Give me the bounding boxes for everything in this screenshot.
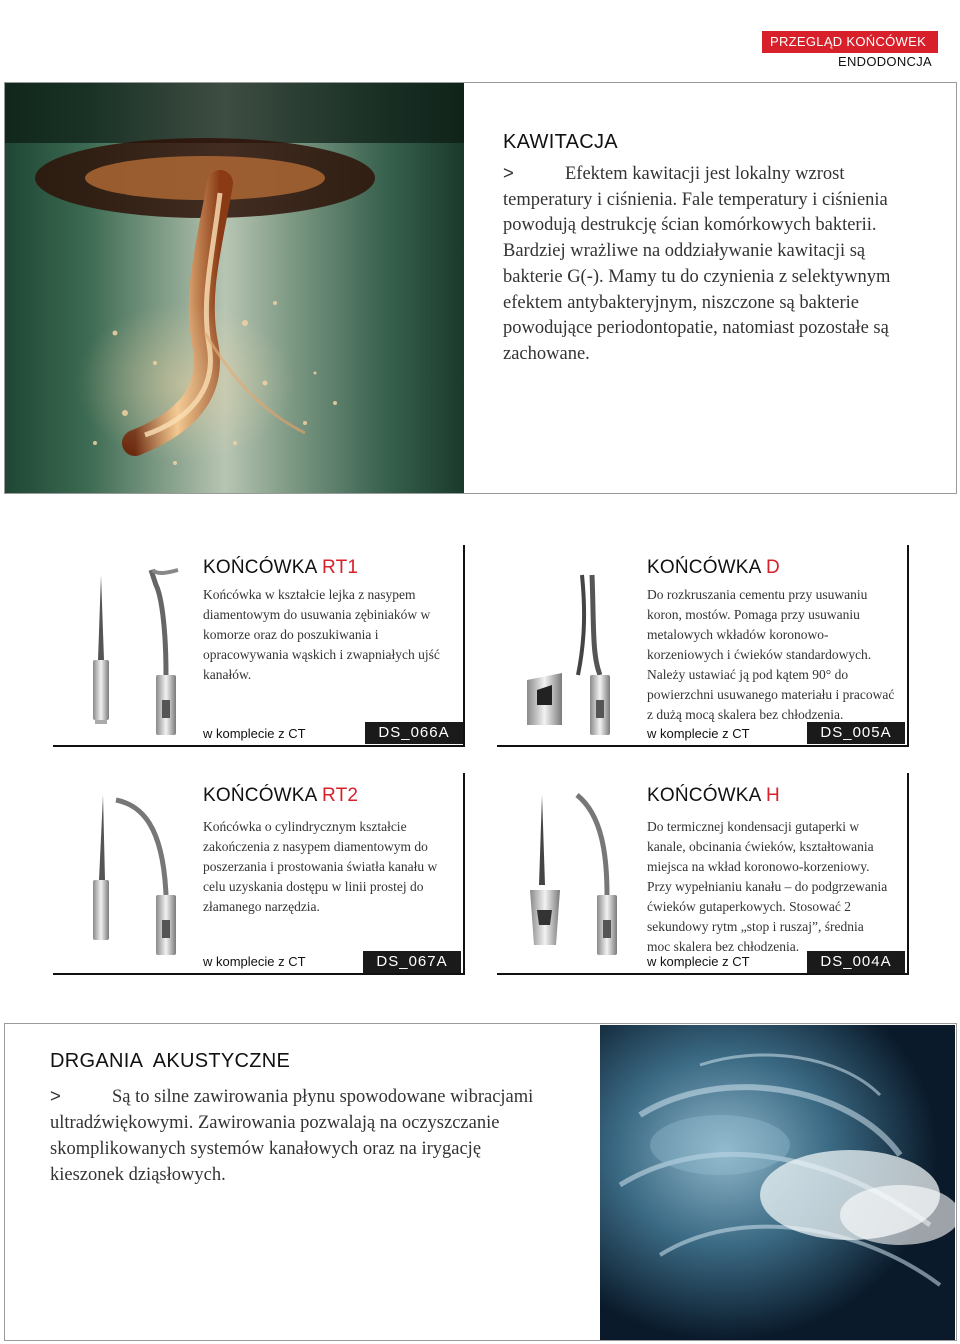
cavitation-text (503, 160, 903, 368)
tip-h-image (522, 785, 642, 965)
section-subtitle: ENDODONCJA (837, 54, 932, 69)
tip-rt2-code: DS_067A (363, 951, 461, 973)
tip-h-description: Do termicznej kondensacji gutaperki w kanale, obcinania ćwieków, kształtowania miejsca na wkład koronowo-korzeniowy. Przy wypełnianiu kanału – do podgrzewania ćwieków gutaperkowych. Stosować 2 sekundowy rytm „stop i ruszaj”, średnia moc skalera bez chłodzenia. (647, 819, 888, 954)
acoustic-text (50, 1083, 550, 1188)
tip-rt1-title: KOŃCÓWKA RT1 (203, 557, 359, 578)
section-badge: PRZEGLĄD KOŃCÓWEK (762, 31, 938, 53)
tip-h-kit: w komplecie z CT (647, 954, 750, 969)
tip-card-rt1 (53, 545, 465, 747)
tip-d-description: Do rozkruszania cementu przy usuwaniu koron, mostów. Pomaga przy usuwaniu metalowych wkładów koronowo-korzeniowych i ćwieków standardowych. Należy ustawiać ją pod kątem 90° do powierzchni usuwanego materiału i pracować z dużą mocą skalera bez chłodzenia. (647, 587, 895, 722)
tip-rt1-image (81, 565, 206, 745)
cavitation-photo (5, 83, 464, 493)
tip-d-code: DS_005A (807, 722, 905, 744)
cavitation-title: KAWITACJA (503, 131, 618, 153)
acoustic-title: DRGANIA AKUSTYCZNE (50, 1050, 291, 1072)
acoustic-body: Są to silne zawirowania płynu spowodowane wibracjami ultradźwiękowymi. Zawirowania pozwalają na oczyszczanie skomplikowanych systemów kanałowych oraz na irygację kieszonek dziąsłowych. (50, 1087, 534, 1185)
tip-rt2-title: KOŃCÓWKA RT2 (203, 785, 359, 806)
acoustic-photo (600, 1025, 955, 1340)
tip-rt2-image (81, 785, 206, 965)
tip-rt1-description: Końcówka w kształcie lejka z nasypem diamentowym do usuwania zębiniaków w komorze oraz do poszukiwania i opracowywania wąskich i zwapniałych ujść kanałów. (203, 587, 440, 682)
tip-card-h (497, 773, 909, 975)
tip-card-rt2 (53, 773, 465, 975)
tip-rt1-code: DS_066A (365, 722, 463, 744)
tip-rt2-description: Końcówka o cylindrycznym kształcie zakończenia z nasypem diamentowym do poszerzania i prostowania światła kanału w celu uzyskania dostępu w linii prostej do złamanego narzędzia. (203, 819, 438, 914)
tip-rt2-kit: w komplecie z CT (203, 954, 306, 969)
tip-d-image (522, 565, 642, 745)
arrow-icon: > (50, 1085, 61, 1106)
tip-h-code: DS_004A (807, 951, 905, 973)
tip-d-kit: w komplecie z CT (647, 726, 750, 741)
arrow-icon: > (503, 162, 514, 183)
tip-d-title: KOŃCÓWKA D (647, 557, 780, 578)
tip-h-title: KOŃCÓWKA H (647, 785, 780, 806)
cavitation-body: Efektem kawitacji jest lokalny wzrost temperatury i ciśnienia. Fale temperatury i ciśnienia powodują destrukcję ścian komórkowych bakterii. Bardziej wrażliwe na oddziaływanie kawitacji są bakterie G(-). Mamy tu do czynienia z selektywnym efektem antybakteryjnym, niszczone są bakterie powodujące periodontopatie, natomiast pozostałe są zachowane. (503, 164, 891, 364)
tip-rt1-kit: w komplecie z CT (203, 726, 306, 741)
tip-card-d (497, 545, 909, 747)
